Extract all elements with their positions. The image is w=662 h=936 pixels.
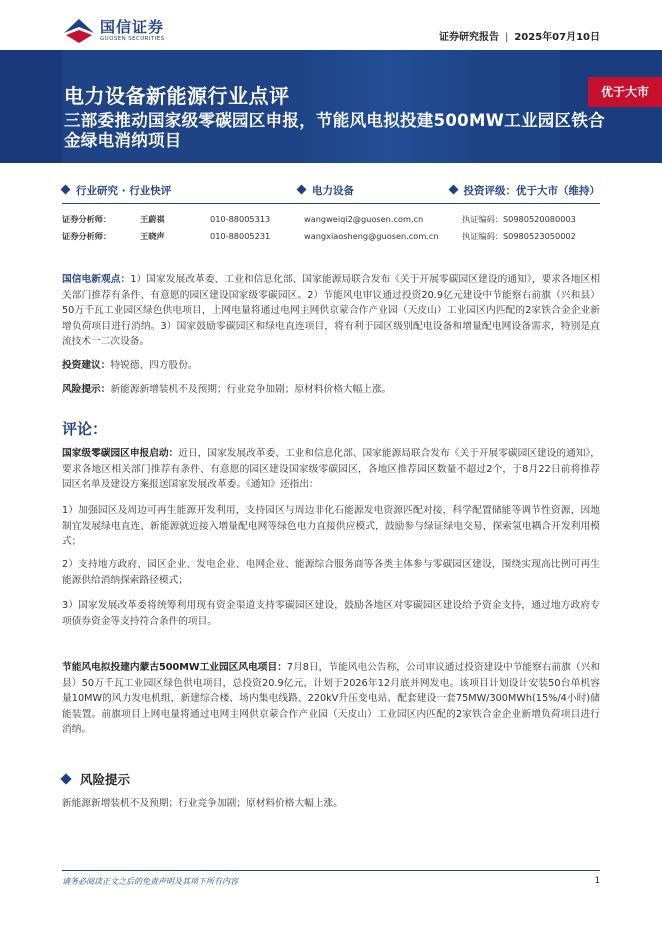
brand-logo (62, 13, 182, 47)
diamond-icon (297, 185, 307, 195)
analyst-phone: 010-88005313 (210, 214, 271, 224)
analyst-email[interactable]: wangxiaosheng@guosen.com.cn (304, 231, 439, 241)
page-number: 1 (594, 876, 600, 886)
report-title: 电力设备新能源行业点评 (64, 84, 290, 108)
comment-paragraph-2: 1）加强园区及周边可再生能源开发利用，支持园区与周边非化石能源发电资源匹配对接，科学配置储能等调节性资源，因地制宜发展绿电直连、新能源就近接入增量配电网等绿色电力直接供应模式，鼓励参与绿证绿电交易，探索氢电耦合开发利用模式； (62, 505, 600, 547)
report-type: 证券研究报告 (438, 32, 499, 43)
guosen-logo-icon (62, 15, 96, 45)
comment-heading: 评论： (62, 420, 108, 438)
diamond-icon (448, 185, 458, 195)
comment-paragraph-3: 2）支持地方政府、园区企业、发电企业、电网企业、能源综合服务商等各类主体参与零碳园区建设，围绕实现高比例可再生能源供给消纳探索路径模式； (62, 559, 600, 586)
analyst-cert: 执证编码：S0980520080003 (462, 214, 576, 224)
analyst-phone: 010-88005231 (210, 231, 271, 241)
rating-badge: 优于大市 (588, 77, 662, 107)
category-label: 行业研究 · 行业快评 (62, 183, 171, 198)
brand-name-en: GUOSEN SECURITIES (100, 36, 165, 42)
risk-heading: 风险提示 (62, 770, 130, 788)
analyst-email[interactable]: wangweiqi2@guosen.com.cn (304, 214, 424, 224)
analyst-cert: 执证编码：S0980523050002 (462, 231, 576, 241)
report-subtitle: 三部委推动国家级零碳园区申报，节能风电拟投建500MW工业园区铁合金绿电消纳项目 (64, 111, 605, 150)
comment-paragraph-5: 节能风电拟投建内蒙古500MW工业园区风电项目：7月8日，节能风电公告称，公司审议通过投资建设中节能察右前旗（兴和县）50万千瓦工业园区绿色供电项目，总投资20.9亿元，计划于2026年12月底并网发电。该项目计划设计安装50台单机容量10MW的风力发电机组，新建综合楼、场内集电线路、220kV升压变电站、配套建设一套75MW/300MWh(15%/4小时)储能装置。前旗项目上网电量将通过电网主网供京蒙合作产业园（天皮山）工业园区内匹配的2家铁合金企业新增负荷项目进行消纳。 (62, 662, 601, 735)
divider (62, 203, 600, 204)
investment-advice: 投资建议：特锐德、四方股份。 (62, 360, 198, 371)
risk-text: 新能源新增装机不及预期；行业竞争加剧；原材料价格大幅上涨。 (62, 798, 343, 809)
comment-paragraph-1: 国家级零碳园区申报启动：近日，国家发展改革委、工业和信息化部、国家能源局联合发布《关于开展零碳园区建设的通知》，要求各地区相关部门推荐有条件、有意愿的园区建设国家级零碳园区，各地区推荐园区数量不超过2个，于8月22日前将推荐园区名单及建设方案报送国家发展改革委。《通知》还指出： (62, 448, 600, 490)
risk-note: 风险提示：新能源新增装机不及预期；行业竞争加剧；原材料价格大幅上涨。 (62, 384, 392, 395)
comment-paragraph-4: 3）国家发展改革委将统筹利用现有资金渠道支持零碳园区建设，鼓励各地区对零碳园区建设给予资金支持，通过地方政府专项债券资金等支持符合条件的项目。 (62, 600, 600, 627)
analyst-row: 证券分析师： (62, 214, 112, 224)
diamond-icon (61, 185, 71, 195)
analyst-name: 王蔚祺 (140, 214, 165, 224)
diamond-icon (60, 773, 71, 784)
footer-divider (62, 870, 600, 871)
report-date: 2025年07月10日 (514, 32, 600, 43)
investment-rating: 投资评级：优于大市（维持） (450, 183, 601, 198)
disclaimer-note: 请务必阅读正文之后的免责声明及其项下所有内容 (62, 877, 238, 886)
analyst-row: 证券分析师： (62, 231, 112, 241)
summary-lead: 国信电新观点： (62, 274, 131, 285)
summary-paragraph: 国信电新观点：1）国家发展改革委、工业和信息化部、国家能源局联合发布《关于开展零碳园区建设的通知》，要求各地区相关部门推荐有条件、有意愿的园区建设国家级零碳园区。2）节能风电审议通过投资20.9亿元建设中节能察右前旗（兴和县）50万千瓦工业园区绿色供电项目，上网电量将通过电网主网供京蒙合作产业园（天皮山）工业园区内匹配的2家铁合金企业新增负荷项目进行消纳。3）国家鼓励零碳园区和绿电直连项目，将有利于园区级别配电设备和增量配电网设备需求，特别是直流技术一二次设备。 (62, 274, 601, 347)
header-meta: 证券研究报告 | 2025年07月10日 (438, 32, 600, 43)
industry-label: 电力设备 (298, 183, 354, 198)
analyst-name: 王晓声 (140, 231, 165, 241)
brand-name-cn: 国信证券 (100, 18, 165, 36)
